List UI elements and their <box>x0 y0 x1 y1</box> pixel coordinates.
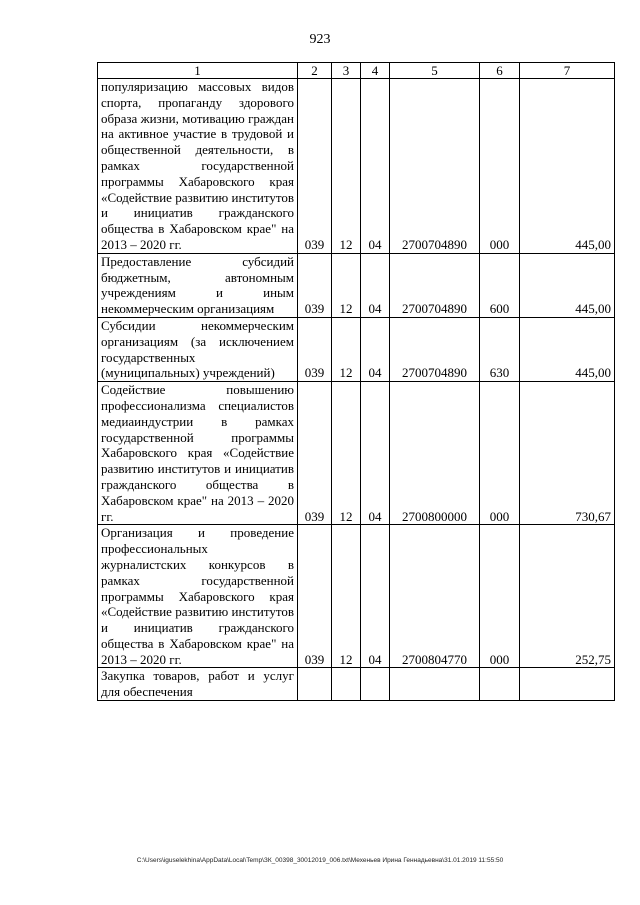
table-row <box>98 382 615 525</box>
row-subsection-code: 04 <box>361 525 390 668</box>
page-number: 923 <box>309 32 331 47</box>
row-expense-type: 000 <box>480 525 520 668</box>
row-section-code: 12 <box>332 525 361 668</box>
row-amount: 252,75 <box>520 525 615 668</box>
row-target-article: 2700704890 <box>390 253 480 317</box>
row-amount: 730,67 <box>520 382 615 525</box>
row-description: Предоставление субсидий бюджетным, автономным учреждениям и иным некоммерческим организациям <box>98 253 298 317</box>
row-section-code: 12 <box>332 79 361 254</box>
row-subsection-code <box>361 668 390 701</box>
header-row <box>98 63 615 79</box>
row-ministry-code: 039 <box>298 317 332 381</box>
header-col-5: 5 <box>390 63 480 79</box>
row-section-code: 12 <box>332 317 361 381</box>
row-target-article: 2700704890 <box>390 79 480 254</box>
row-expense-type: 630 <box>480 317 520 381</box>
row-expense-type: 600 <box>480 253 520 317</box>
table-row <box>98 668 615 701</box>
header-col-2: 2 <box>298 63 332 79</box>
table-row <box>98 525 615 668</box>
row-target-article: 2700800000 <box>390 382 480 525</box>
row-description: Содействие повышению профессионализма специалистов медиаиндустрии в рамках государственной программы Хабаровского края «Содействие развитию институтов и инициатив гражданского общества в Хабаровском крае" на 2013 – 2020 гг. <box>98 382 298 525</box>
row-expense-type <box>480 668 520 701</box>
row-expense-type: 000 <box>480 79 520 254</box>
table-row <box>98 79 615 254</box>
row-subsection-code: 04 <box>361 317 390 381</box>
budget-table <box>97 62 615 701</box>
header-col-3: 3 <box>332 63 361 79</box>
row-ministry-code: 039 <box>298 79 332 254</box>
row-expense-type: 000 <box>480 382 520 525</box>
row-ministry-code: 039 <box>298 253 332 317</box>
row-ministry-code: 039 <box>298 525 332 668</box>
row-amount: 445,00 <box>520 79 615 254</box>
row-description: Закупка товаров, работ и услуг для обеспечения <box>98 668 298 701</box>
row-amount: 445,00 <box>520 317 615 381</box>
header-col-1: 1 <box>98 63 298 79</box>
table-row <box>98 253 615 317</box>
row-section-code: 12 <box>332 382 361 525</box>
row-amount <box>520 668 615 701</box>
row-target-article: 2700804770 <box>390 525 480 668</box>
row-section-code <box>332 668 361 701</box>
row-description: Организация и проведение профессиональных журналистских конкурсов в рамках государственной программы Хабаровского края «Содействие развитию институтов и инициатив гражданского общества в Хабаровском крае" на 2013 – 2020 гг. <box>98 525 298 668</box>
header-col-6: 6 <box>480 63 520 79</box>
row-ministry-code: 039 <box>298 382 332 525</box>
row-description: Субсидии некоммерческим организациям (за исключением государственных (муниципальных) учреждений) <box>98 317 298 381</box>
row-section-code: 12 <box>332 253 361 317</box>
table-row <box>98 317 615 381</box>
row-target-article: 2700704890 <box>390 317 480 381</box>
row-subsection-code: 04 <box>361 79 390 254</box>
row-subsection-code: 04 <box>361 253 390 317</box>
file-path-footer: C:\Users\iguselekhina\AppData\Local\Temp\ЗК_00398_30012019_006.txt\Мехеньев Ирина Геннадьевна\31.01.2019 11:55:50 <box>136 857 504 864</box>
row-description: популяризацию массовых видов спорта, пропаганду здорового образа жизни, мотивацию граждан на активное участие в трудовой и общественной деятельности, в рамках государственной программы Хабаровского края «Содействие развитию институтов и инициатив гражданского общества в Хабаровском крае" на 2013 – 2020 гг. <box>98 79 298 254</box>
header-col-7: 7 <box>520 63 615 79</box>
row-amount: 445,00 <box>520 253 615 317</box>
row-ministry-code <box>298 668 332 701</box>
header-col-4: 4 <box>361 63 390 79</box>
row-subsection-code: 04 <box>361 382 390 525</box>
row-target-article <box>390 668 480 701</box>
